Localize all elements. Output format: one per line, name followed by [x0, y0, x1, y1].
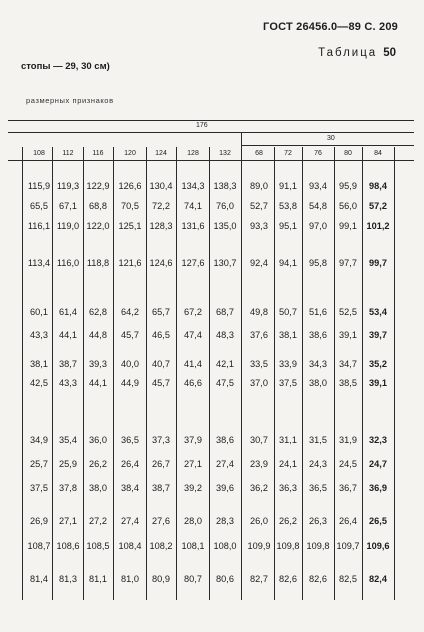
table-cell: 94,1	[279, 258, 297, 268]
table-cell: 82,5	[339, 574, 357, 584]
table-cell: 61,4	[59, 307, 77, 317]
table-cell: 43,3	[59, 378, 77, 388]
table-cell: 130,4	[149, 181, 173, 191]
column-header: 132	[219, 150, 231, 157]
table-cell: 26,0	[250, 516, 268, 526]
column-header: 68	[255, 150, 263, 157]
table-cell: 24,5	[339, 459, 357, 469]
table-cell: 108,7	[27, 541, 51, 551]
table-cell: 27,1	[59, 516, 77, 526]
table-cell: 124,6	[149, 258, 173, 268]
table-cell: 81,4	[30, 574, 48, 584]
table-cell: 24,1	[279, 459, 297, 469]
table-cell: 36,2	[250, 483, 268, 493]
table-cell: 67,2	[184, 307, 202, 317]
table-cell: 134,3	[181, 181, 205, 191]
table-cell: 109,8	[306, 541, 330, 551]
table-cell: 127,6	[181, 258, 205, 268]
table-cell: 36,0	[89, 435, 107, 445]
table-cell: 101,2	[366, 221, 390, 231]
table-cell: 25,9	[59, 459, 77, 469]
table-cell: 81,0	[121, 574, 139, 584]
table-cell: 26,7	[152, 459, 170, 469]
table-cell: 89,0	[250, 181, 268, 191]
table-cell: 135,0	[213, 221, 237, 231]
table-cell: 52,7	[250, 201, 268, 211]
table-cell: 44,1	[59, 330, 77, 340]
table-cell: 41,4	[184, 359, 202, 369]
table-cell: 125,1	[118, 221, 142, 231]
column-rule	[302, 147, 303, 600]
table-cell: 116,1	[27, 221, 51, 231]
table-cell: 27,4	[121, 516, 139, 526]
table-cell: 108,2	[149, 541, 173, 551]
table-cell: 82,6	[309, 574, 327, 584]
table-cell: 81,1	[89, 574, 107, 584]
table-cell: 37,6	[250, 330, 268, 340]
table-cell: 115,9	[27, 181, 51, 191]
column-rule	[176, 147, 177, 600]
table-cell: 68,8	[89, 201, 107, 211]
table-cell: 34,9	[30, 435, 48, 445]
table-cell: 60,1	[30, 307, 48, 317]
table-cell: 23,9	[250, 459, 268, 469]
table-cell: 45,7	[121, 330, 139, 340]
table-cell: 108,4	[118, 541, 142, 551]
section-note: стопы — 29, 30 см)	[21, 61, 110, 72]
table-cell: 53,8	[279, 201, 297, 211]
table-cell: 28,0	[184, 516, 202, 526]
table-cell: 80,7	[184, 574, 202, 584]
table-cell: 95,8	[309, 258, 327, 268]
table-cell: 74,1	[184, 201, 202, 211]
table-cell: 35,2	[369, 359, 387, 369]
table-cell: 31,5	[309, 435, 327, 445]
table-cell: 36,9	[369, 483, 387, 493]
table-rule-group	[8, 132, 414, 133]
table-caption: размерных признаков	[26, 96, 114, 105]
table-cell: 38,4	[121, 483, 139, 493]
table-cell: 32,3	[369, 435, 387, 445]
table-cell: 108,6	[56, 541, 80, 551]
table-cell: 37,8	[59, 483, 77, 493]
table-cell: 113,4	[27, 258, 51, 268]
column-rule	[274, 147, 275, 600]
table-cell: 56,0	[339, 201, 357, 211]
table-cell: 26,5	[369, 516, 387, 526]
table-cell: 39,7	[369, 330, 387, 340]
table-cell: 116,0	[56, 258, 80, 268]
table-cell: 92,4	[250, 258, 268, 268]
table-cell: 38,1	[30, 359, 48, 369]
table-cell: 45,7	[152, 378, 170, 388]
table-cell: 26,4	[339, 516, 357, 526]
column-rule	[22, 147, 23, 600]
table-cell: 99,1	[339, 221, 357, 231]
table-cell: 47,4	[184, 330, 202, 340]
table-cell: 37,5	[279, 378, 297, 388]
table-cell: 62,8	[89, 307, 107, 317]
table-cell: 80,9	[152, 574, 170, 584]
table-cell: 97,0	[309, 221, 327, 231]
table-cell: 44,8	[89, 330, 107, 340]
table-cell: 30,7	[250, 435, 268, 445]
table-cell: 27,6	[152, 516, 170, 526]
table-cell: 42,1	[216, 359, 234, 369]
column-header: 84	[374, 150, 382, 157]
column-header: 76	[314, 150, 322, 157]
table-cell: 37,5	[30, 483, 48, 493]
table-cell: 46,5	[152, 330, 170, 340]
table-cell: 48,3	[216, 330, 234, 340]
table-cell: 37,0	[250, 378, 268, 388]
table-cell: 82,6	[279, 574, 297, 584]
table-cell: 67,1	[59, 201, 77, 211]
table-cell: 43,3	[30, 330, 48, 340]
table-cell: 44,1	[89, 378, 107, 388]
table-cell: 31,1	[279, 435, 297, 445]
table-cell: 126,6	[118, 181, 142, 191]
table-cell: 38,1	[279, 330, 297, 340]
table-cell: 27,2	[89, 516, 107, 526]
table-cell: 95,9	[339, 181, 357, 191]
column-rule	[113, 147, 114, 600]
table-rule-subgroup	[241, 145, 414, 146]
table-cell: 46,6	[184, 378, 202, 388]
table-cell: 27,1	[184, 459, 202, 469]
table-cell: 38,6	[216, 435, 234, 445]
table-cell: 38,7	[152, 483, 170, 493]
column-rule	[83, 147, 84, 600]
table-rule-top	[8, 120, 414, 121]
table-cell: 54,8	[309, 201, 327, 211]
table-cell: 130,7	[213, 258, 237, 268]
column-header: 80	[344, 150, 352, 157]
table-cell: 121,6	[118, 258, 142, 268]
standard-header: ГОСТ 26456.0—89 С. 209	[263, 21, 398, 33]
table-cell: 128,3	[149, 221, 173, 231]
table-cell: 52,5	[339, 307, 357, 317]
table-cell: 108,1	[181, 541, 205, 551]
group-header-176: 176	[196, 122, 208, 129]
table-cell: 27,4	[216, 459, 234, 469]
table-cell: 138,3	[213, 181, 237, 191]
table-cell: 39,1	[369, 378, 387, 388]
table-cell: 122,9	[86, 181, 110, 191]
table-cell: 99,7	[369, 258, 387, 268]
table-cell: 42,5	[30, 378, 48, 388]
table-cell: 76,0	[216, 201, 234, 211]
table-cell: 122,0	[86, 221, 110, 231]
table-cell: 97,7	[339, 258, 357, 268]
table-cell: 38,5	[339, 378, 357, 388]
column-rule	[209, 147, 210, 600]
table-cell: 24,3	[309, 459, 327, 469]
column-rule	[52, 147, 53, 600]
table-cell: 39,3	[89, 359, 107, 369]
table-cell: 37,9	[184, 435, 202, 445]
table-cell: 36,5	[121, 435, 139, 445]
table-number: 50	[383, 47, 396, 59]
table-cell: 26,2	[279, 516, 297, 526]
table-cell: 82,4	[369, 574, 387, 584]
table-cell: 131,6	[181, 221, 205, 231]
table-cell: 38,7	[59, 359, 77, 369]
table-cell: 34,3	[309, 359, 327, 369]
column-rule	[394, 147, 395, 600]
column-header: 112	[62, 150, 74, 157]
column-header: 108	[33, 150, 45, 157]
table-cell: 36,5	[309, 483, 327, 493]
table-cell: 51,6	[309, 307, 327, 317]
table-cell: 65,7	[152, 307, 170, 317]
table-cell: 28,3	[216, 516, 234, 526]
table-cell: 40,7	[152, 359, 170, 369]
table-cell: 109,7	[336, 541, 360, 551]
table-cell: 31,9	[339, 435, 357, 445]
table-cell: 26,2	[89, 459, 107, 469]
table-label	[318, 47, 396, 59]
table-cell: 53,4	[369, 307, 387, 317]
table-cell: 33,5	[250, 359, 268, 369]
group-header-30: 30	[327, 135, 335, 142]
table-cell: 65,5	[30, 201, 48, 211]
table-cell: 49,8	[250, 307, 268, 317]
table-cell: 91,1	[279, 181, 297, 191]
table-cell: 93,3	[250, 221, 268, 231]
table-cell: 39,1	[339, 330, 357, 340]
table-cell: 36,3	[279, 483, 297, 493]
table-cell: 26,4	[121, 459, 139, 469]
table-cell: 70,5	[121, 201, 139, 211]
table-cell: 108,5	[86, 541, 110, 551]
table-cell: 119,3	[56, 181, 80, 191]
table-cell: 36,7	[339, 483, 357, 493]
table-cell: 33,9	[279, 359, 297, 369]
column-header: 116	[92, 150, 104, 157]
table-cell: 108,0	[213, 541, 237, 551]
table-cell: 25,7	[30, 459, 48, 469]
column-header: 120	[124, 150, 136, 157]
table-cell: 38,6	[309, 330, 327, 340]
table-cell: 109,6	[366, 541, 390, 551]
table-cell: 40,0	[121, 359, 139, 369]
table-cell: 57,2	[369, 201, 387, 211]
column-rule	[334, 147, 335, 600]
table-cell: 109,9	[247, 541, 271, 551]
table-cell: 80,6	[216, 574, 234, 584]
table-rule-header-bottom	[8, 160, 414, 161]
table-cell: 26,3	[309, 516, 327, 526]
column-rule	[146, 147, 147, 600]
column-rule	[362, 147, 363, 600]
table-cell: 38,0	[309, 378, 327, 388]
table-cell: 95,1	[279, 221, 297, 231]
table-cell: 44,9	[121, 378, 139, 388]
table-cell: 119,0	[56, 221, 80, 231]
table-cell: 81,3	[59, 574, 77, 584]
table-cell: 35,4	[59, 435, 77, 445]
column-header: 124	[155, 150, 167, 157]
table-word: Таблица	[318, 47, 378, 59]
column-header: 128	[187, 150, 199, 157]
table-cell: 50,7	[279, 307, 297, 317]
column-header: 72	[284, 150, 292, 157]
table-cell: 98,4	[369, 181, 387, 191]
table-cell: 26,9	[30, 516, 48, 526]
table-cell: 64,2	[121, 307, 139, 317]
table-cell: 24,7	[369, 459, 387, 469]
table-cell: 68,7	[216, 307, 234, 317]
table-cell: 72,2	[152, 201, 170, 211]
table-cell: 109,8	[276, 541, 300, 551]
table-cell: 38,0	[89, 483, 107, 493]
table-cell: 37,3	[152, 435, 170, 445]
table-cell: 47,5	[216, 378, 234, 388]
table-cell: 39,6	[216, 483, 234, 493]
table-cell: 93,4	[309, 181, 327, 191]
table-cell: 39,2	[184, 483, 202, 493]
table-cell: 118,8	[86, 258, 110, 268]
table-cell: 82,7	[250, 574, 268, 584]
table-cell: 34,7	[339, 359, 357, 369]
